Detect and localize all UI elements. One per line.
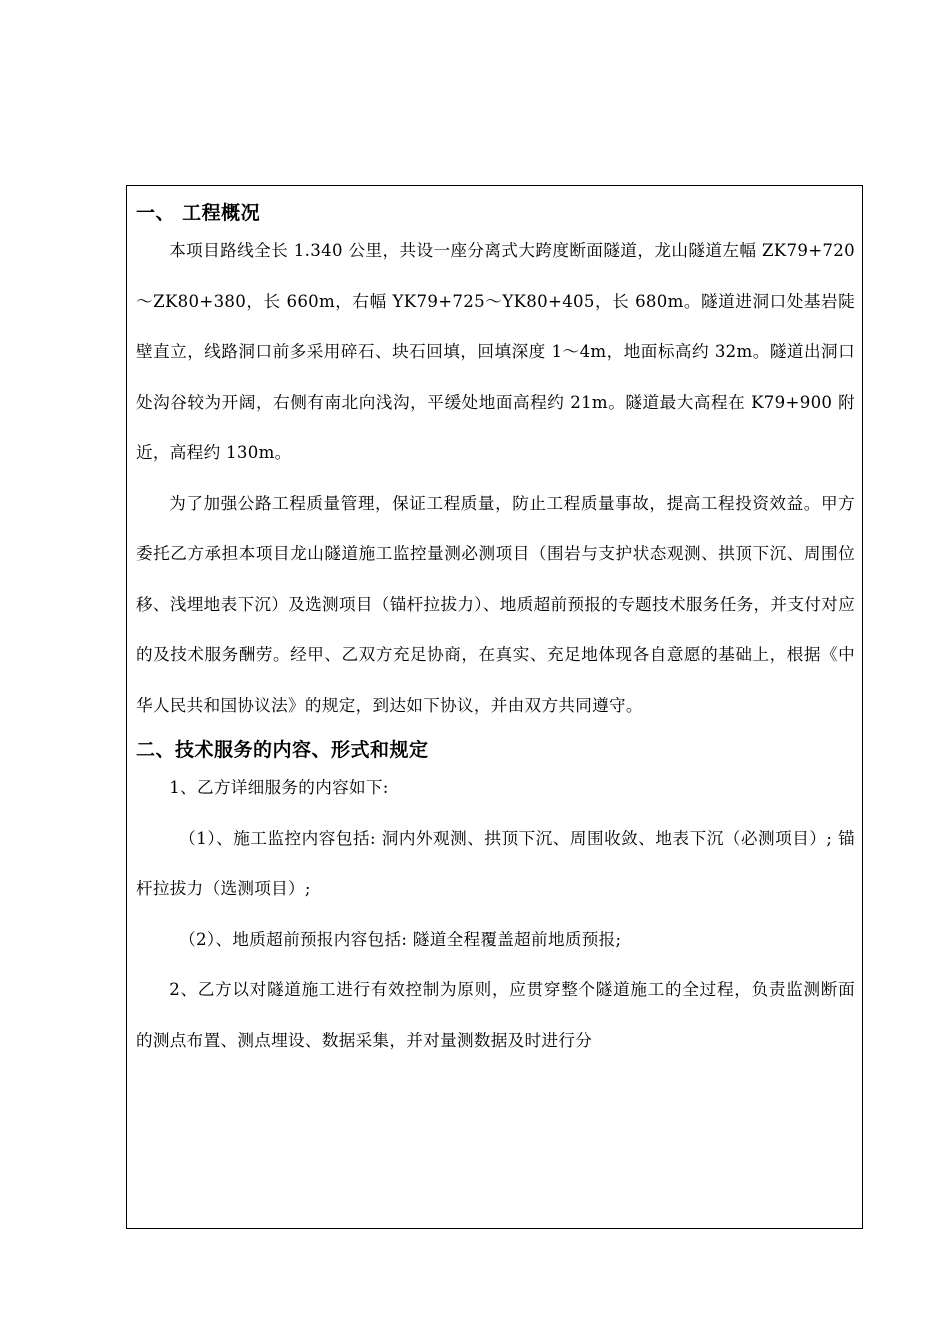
paragraph-contract-purpose: 为了加强公路工程质量管理，保证工程质量，防止工程质量事故，提高工程投资效益。甲方委托乙方承担本项目龙山隧道施工监控量测必测项目（围岩与支护状态观测、拱顶下沉、周围位移、浅埋地表下沉）及选测项目（锚杆拉拔力）、地质超前预报的专题技术服务任务，并支付对应的及技术服务酬劳。经甲、乙双方充足协商，在真实、充足地体现各自意愿的基础上，根据《中华人民共和国协议法》的规定，到达如下协议，并由双方共同遵守。: [136, 493, 855, 715]
document-frame: [126, 185, 863, 1229]
section-heading-project-overview: 一、 工程概况: [136, 202, 261, 224]
paragraph-service-item-1-2: （2）、地质超前预报内容包括: 隧道全程覆盖超前地质预报;: [179, 929, 622, 949]
section-heading-service-content: 二、技术服务的内容、形式和规定: [136, 739, 429, 761]
paragraph-service-item-1: 1、乙方详细服务的内容如下:: [169, 778, 389, 797]
paragraph-project-description: 本项目路线全长 1.340 公里，共设一座分离式大跨度断面隧道，龙山隧道左幅 ZK79+720～ZK80+380，长 660m，右幅 YK79+725～YK80+405，长 680m。隧道进洞口处基岩陡壁直立，线路洞口前多采用碎石、块石回填，回填深度 1～4m，地面标高约 32m。隧道出洞口处沟谷较为开阔，右侧有南北向浅沟，平缓处地面高程约 21m。隧道最大高程在 K79+900 附近，高程约 130m。: [136, 241, 855, 462]
document-body: [136, 198, 855, 1066]
paragraph-service-item-1-1: （1）、施工监控内容包括: 洞内外观测、拱顶下沉、周围收敛、地表下沉（必测项目）; 锚杆拉拔力（选测项目）;: [136, 828, 855, 898]
paragraph-service-item-2: 2、乙方以对隧道施工进行有效控制为原则，应贯穿整个隧道施工的全过程，负责监测断面的测点布置、测点埋设、数据采集，并对量测数据及时进行分: [136, 980, 855, 1050]
